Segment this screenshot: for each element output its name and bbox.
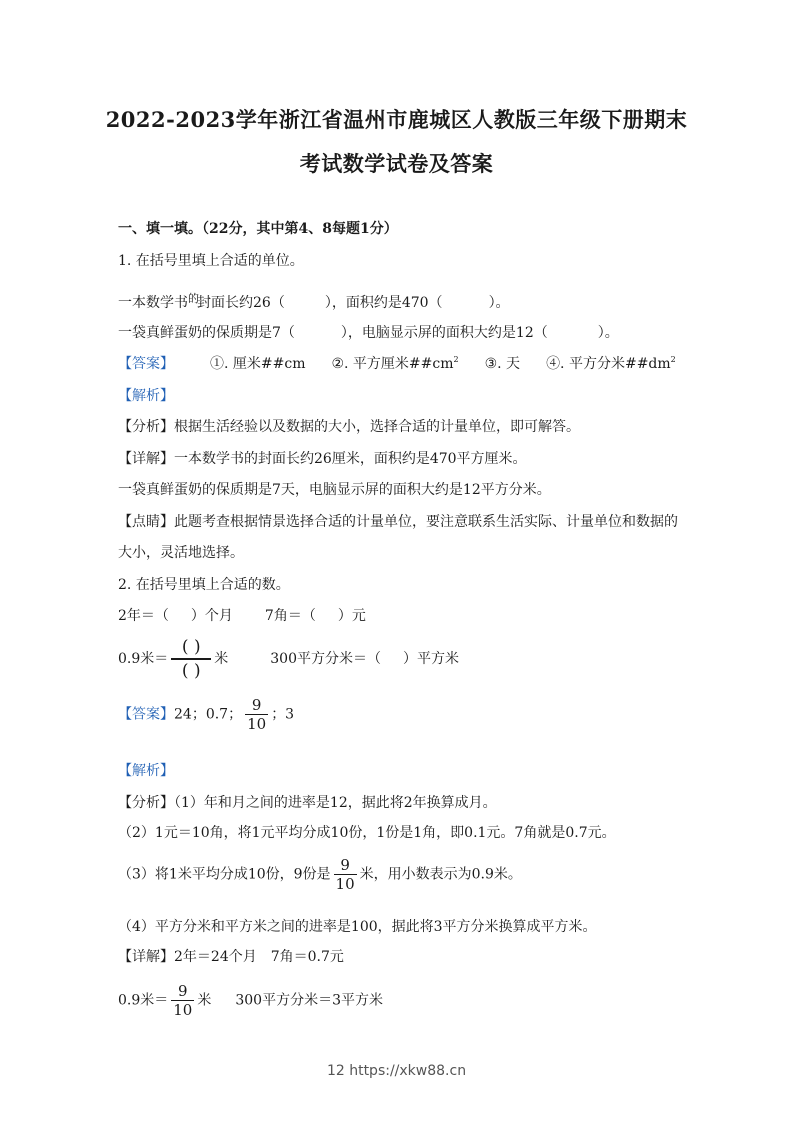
q1-answer: [118, 353, 676, 373]
q1-xiangjie-1: 一本数学书的封面长约26厘米，面积约是470平方厘米。: [174, 451, 527, 467]
q2-fenxi-3-a: （3）将1米平均分成10份，9份是: [118, 866, 331, 883]
q1-line2-b: ），电脑显示屏的面积大约是12（: [340, 325, 548, 341]
q1-dianjing: [118, 511, 678, 531]
q1-ans2: ②. 平方厘米##cm: [331, 356, 454, 372]
q1-jiexi-tag: 【解析】: [118, 388, 174, 404]
q1-ans3: ③. 天: [484, 356, 521, 372]
answer-tag: 【答案】: [118, 356, 174, 372]
fraction-denominator: 10: [173, 1001, 193, 1019]
document-title-line1: 2022-2023学年浙江省温州市鹿城区人教版三年级下册期末: [105, 107, 688, 132]
q2-row1-b: ）个月: [190, 608, 233, 624]
q1-stem: 1. 在括号里填上合适的单位。: [118, 253, 304, 269]
q2-fenxi-1: （1）年和月之间的进率是12，据此将2年换算成月。: [174, 795, 497, 811]
q1-dianjing-2: 大小，灵活地选择。: [118, 545, 244, 561]
q2-fenxi-3-b: 米，用小数表示为0.9米。: [359, 866, 522, 883]
fenxi-tag: 【分析】: [118, 419, 174, 435]
page-footer: 12 https://xkw88.cn: [326, 1063, 467, 1079]
q1-line1: [118, 290, 510, 312]
q2-row2-c: 300平方分米＝（: [270, 651, 381, 667]
blank-fraction: [171, 636, 211, 682]
q2-answer: [118, 696, 294, 733]
fraction-9-10: [334, 856, 357, 893]
q1-ans2-sup: 2: [453, 355, 459, 364]
dianjing-tag: 【点睛】: [118, 514, 174, 530]
q1-line1-c: ），面积约是470（: [324, 295, 443, 311]
q1-line1-a: 一本数学书: [118, 295, 188, 311]
q2-xiangjie-2-b: 米: [197, 992, 212, 1009]
answer-tag: 【答案】: [118, 706, 174, 723]
q1-fenxi: [118, 416, 580, 436]
q1-ans4: ④. 平方分米##dm: [546, 356, 671, 372]
q1-line1-b: 封面长约26（: [197, 295, 285, 311]
q2-row2-a: 0.9米＝: [118, 651, 169, 667]
fraction-numerator: 9: [171, 982, 194, 1001]
q1-ans1: ①. 厘米##cm: [210, 356, 306, 372]
q2-fenxi: [118, 792, 497, 812]
q2-jiexi-tag: 【解析】: [118, 763, 174, 779]
q2-xiangjie-2-c: 300平方分米＝3平方米: [235, 992, 383, 1009]
fraction-numerator: 9: [245, 696, 268, 715]
q2-fenxi-4: （4）平方分米和平方米之间的进率是100，据此将3平方分米换算成平方米。: [118, 919, 597, 935]
fraction-denominator: 10: [247, 715, 267, 733]
q2-row1-d: ）元: [337, 608, 366, 624]
fraction-numerator: 9: [334, 856, 357, 875]
blank-denominator: ( ): [181, 661, 201, 681]
xiangjie-tag: 【详解】: [118, 949, 174, 965]
q2-fenxi-3: [118, 856, 522, 893]
q1-line2: [118, 322, 619, 342]
q2-row2: [118, 636, 459, 682]
q2-xiangjie-2: [118, 982, 383, 1019]
q2-stem: 2. 在括号里填上合适的数。: [118, 577, 290, 593]
q2-ans-a: 24；0.7；: [174, 706, 243, 723]
q1-line1-note: 的: [188, 292, 199, 305]
fraction-9-10: [171, 982, 194, 1019]
fenxi-tag: 【分析】: [118, 795, 174, 811]
section-heading: 一、填一填。（22分，其中第4、8每题1分）: [118, 221, 398, 237]
q2-xiangjie-1: 2年＝24个月 7角＝0.7元: [174, 949, 344, 965]
q2-ans-b: ；3: [271, 706, 295, 723]
q1-line2-c: ）。: [597, 325, 619, 341]
q2-xiangjie-2-a: 0.9米＝: [118, 992, 169, 1009]
q2-row2-b: 米: [214, 651, 229, 667]
q2-row1-c: 7角＝（: [264, 608, 316, 624]
q1-fenxi-text: 根据生活经验以及数据的大小，选择合适的计量单位，即可解答。: [174, 419, 580, 435]
q2-row1-a: 2年＝（: [118, 608, 169, 624]
q2-fenxi-2: （2）1元＝10角，将1元平均分成10份，1份是1角，即0.1元。7角就是0.7元。: [118, 825, 616, 841]
fraction-9-10: [245, 696, 268, 733]
q1-ans4-sup: 2: [670, 355, 676, 364]
q1-line2-a: 一袋真鲜蛋奶的保质期是7（: [118, 325, 295, 341]
q2-row1: [118, 605, 366, 625]
blank-numerator: ( ): [171, 636, 211, 660]
q2-row2-d: ）平方米: [403, 651, 459, 667]
q2-xiangjie: [118, 946, 344, 966]
q1-line1-d: ）。: [488, 295, 510, 311]
document-title-line2: 考试数学试卷及答案: [299, 151, 494, 176]
xiangjie-tag: 【详解】: [118, 451, 174, 467]
fraction-denominator: 10: [335, 875, 355, 893]
q1-xiangjie: [118, 448, 527, 468]
q1-dianjing-1: 此题考查根据情景选择合适的计量单位，要注意联系生活实际、计量单位和数据的: [174, 514, 678, 530]
q1-xiangjie-2: 一袋真鲜蛋奶的保质期是7天，电脑显示屏的面积大约是12平方分米。: [118, 482, 551, 498]
